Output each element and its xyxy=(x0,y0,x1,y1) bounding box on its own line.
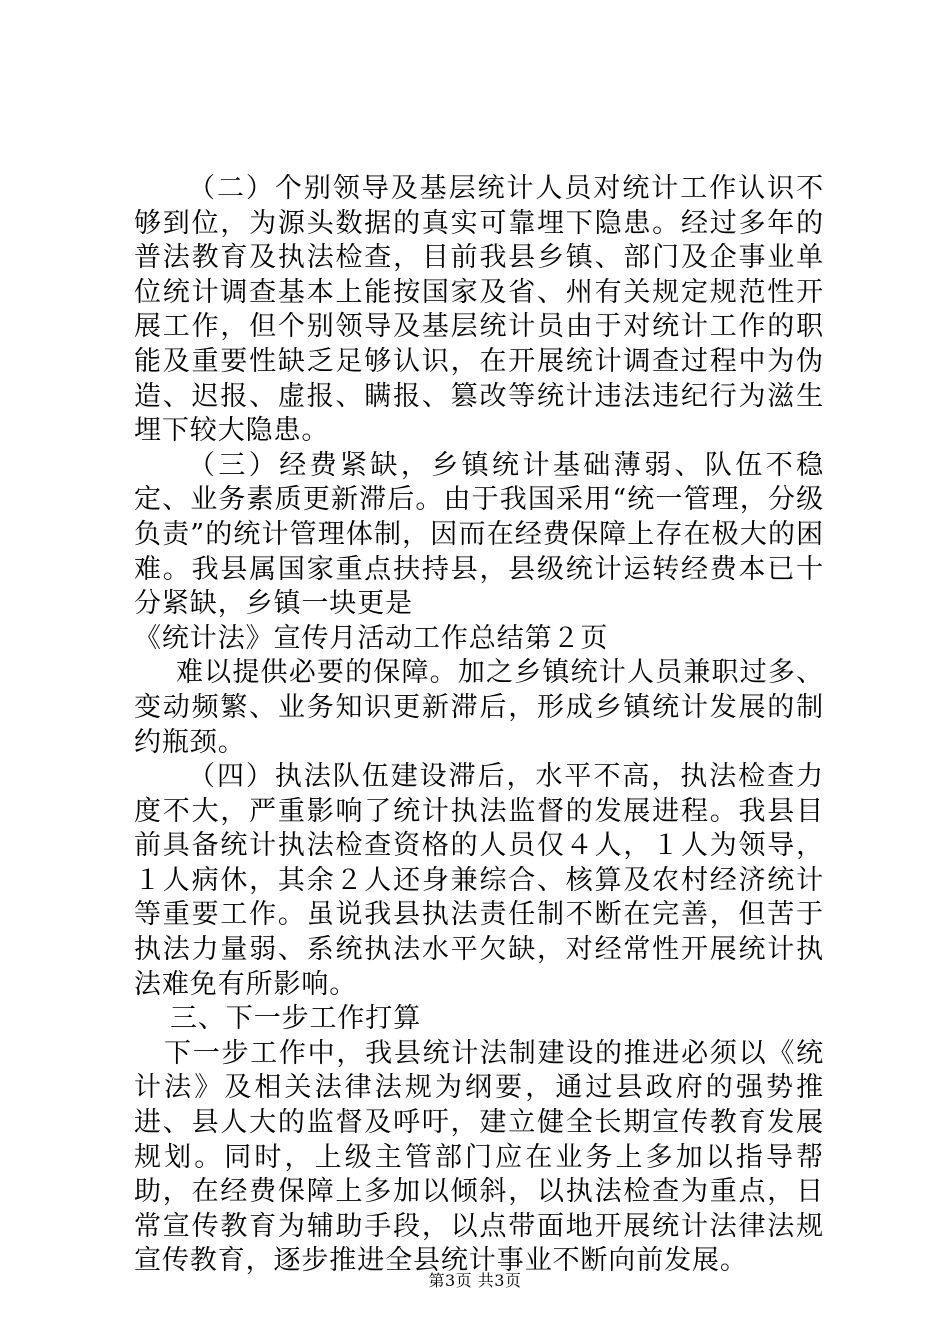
paragraph-2: （二）个别领导及基层统计人员对统计工作认识不够到位，为源头数据的真实可靠埋下隐患。经过多年的普法教育及执法检查，目前我县乡镇、部门及企事业单位统计调查基本上能按国家及省、州有关规定规范性开展工作，但个别领导及基层统计员由于对统计工作的职能及重要性缺乏足够认识，在开展统计调查过程中为伪造、迟报、虚报、瞒报、篡改等统计违法违纪行为滋生埋下较大隐患。 xyxy=(134,173,824,447)
document-body xyxy=(134,172,824,1279)
page-number: 第3页 共3页 xyxy=(428,1271,522,1290)
section-heading: 三、下一步工作打算 xyxy=(170,1003,422,1035)
embedded-page-title: 《统计法》宣传月活动工作总结第２页 xyxy=(134,622,609,654)
paragraph-3: （三）经费紧缺，乡镇统计基础薄弱、队伍不稳定、业务素质更新滞后。由于我国采用“统一管理，分级负责”的统计管理体制，因而在经费保障上存在极大的困难。我县属国家重点扶持县，县级统计运转经费本已十分紧缺，乡镇一块更是 xyxy=(134,449,824,620)
paragraph-4: （四）执法队伍建设滞后，水平不高，执法检查力度不大，严重影响了统计执法监督的发展进程。我县目前具备统计执法检查资格的人员仅４人，１人为领导，１人病休，其余２人还身兼综合、核算及农村经济统计等重要工作。虽说我县执法责任制不断在完善，但苦于执法力量弱、系统执法水平欠缺，对经常性开展统计执法难免有所影响。 xyxy=(134,761,824,1000)
paragraph-next-steps: 下一步工作中，我县统计法制建设的推进必须以《统计法》及相关法律法规为纲要，通过县政府的强势推进、县人大的监督及呼吁，建立健全长期宣传教育发展规划。同时，上级主管部门应在业务上多加以指导帮助，在经费保障上多加以倾斜，以执法检查为重点，日常宣传教育为辅助手段，以点带面地开展统计法律法规宣传教育，逐步推进全县统计事业不断向前发展。 xyxy=(134,1037,824,1277)
paragraph-3-continued: 难以提供必要的保障。加之乡镇统计人员兼职过多、变动频繁、业务知识更新滞后，形成乡镇统计发展的制约瓶颈。 xyxy=(134,657,824,758)
